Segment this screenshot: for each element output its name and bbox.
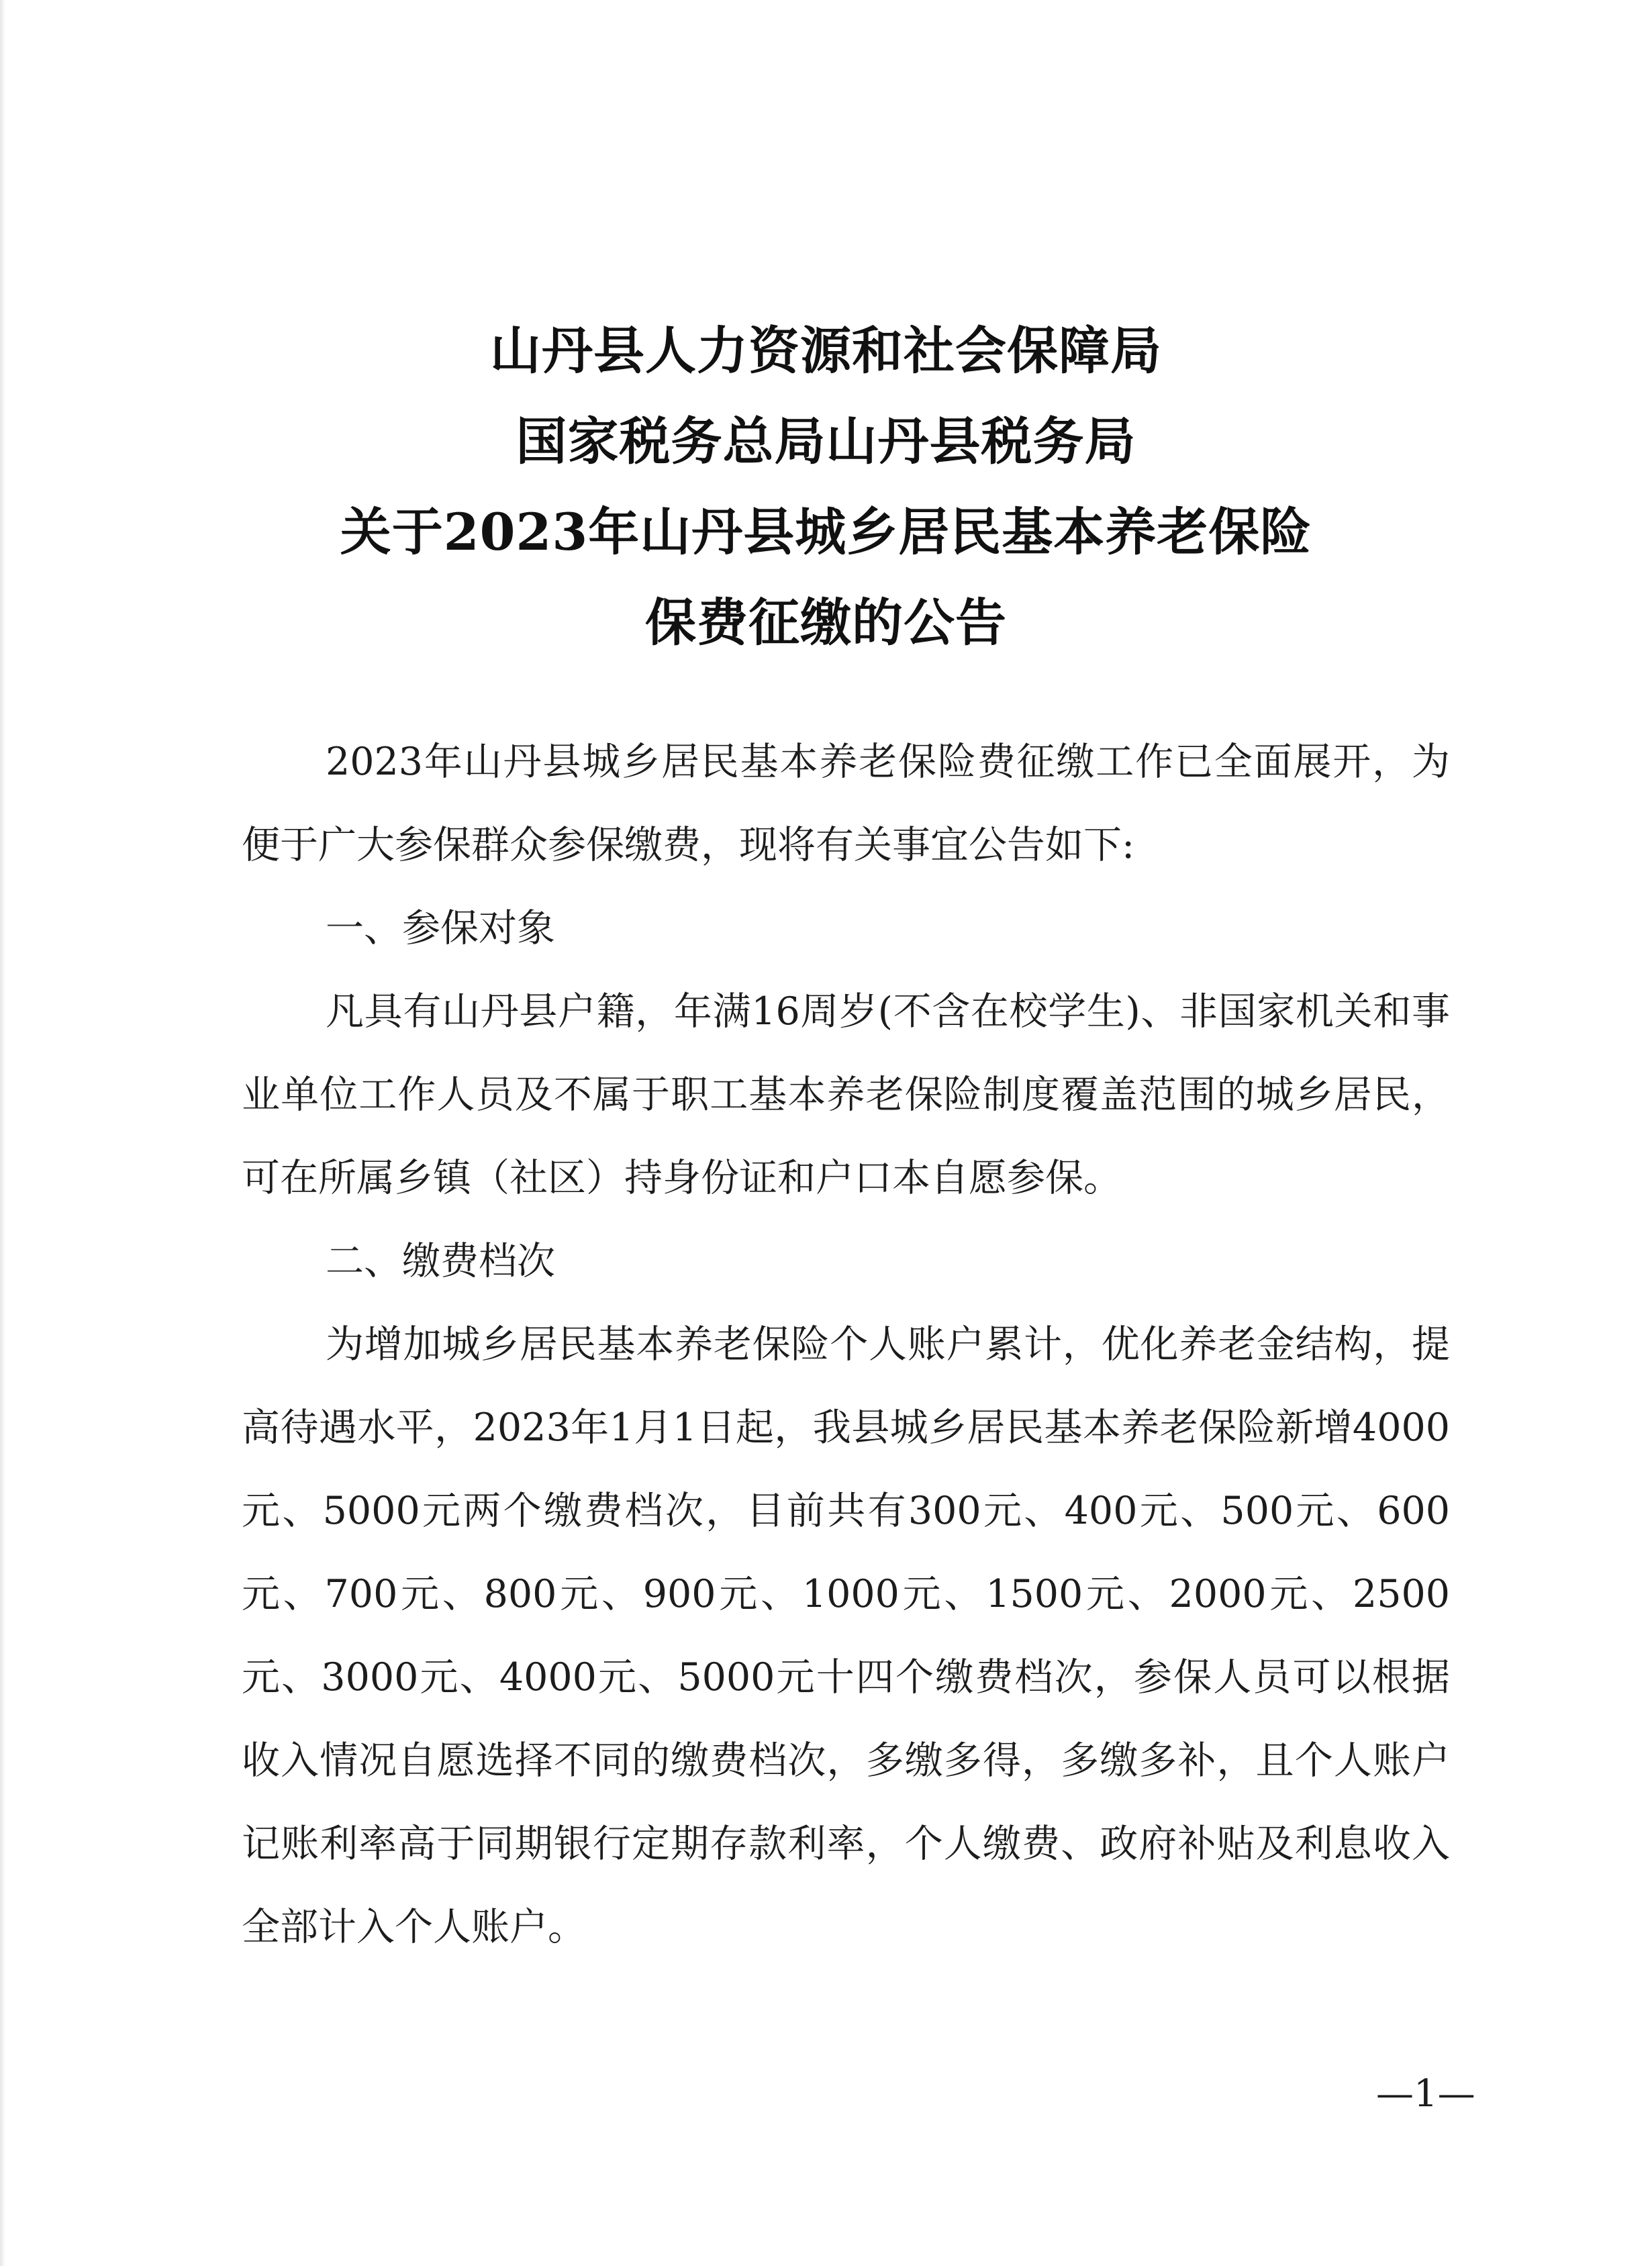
section-heading: 二、缴费档次 xyxy=(326,1239,555,1283)
section-paragraph: 凡具有山丹县户籍，年满16周岁(不含在校学生)、非国家机关和事业单位工作人员及不属于职工基本养老保险制度覆盖范围的城乡居民，可在所属乡镇（社区）持身份证和户口本自愿参保。 xyxy=(242,989,1450,1200)
page-number: —1— xyxy=(1376,2072,1475,2116)
title-line: 山丹县人力资源和社会保障局 xyxy=(490,321,1162,381)
document-body xyxy=(242,720,1450,1969)
document-title xyxy=(0,305,1652,668)
section-heading: 一、参保对象 xyxy=(326,906,555,950)
section-paragraph: 为增加城乡居民基本养老保险个人账户累计，优化养老金结构，提高待遇水平，2023年1月1日起，我县城乡居民基本养老保险新增4000元、5000元两个缴费档次，目前共有300元、400元、500元、600元、700元、800元、900元、1000元、1500元、2000元、2500元、3000元、4000元、5000元十四个缴费档次，参保人员可以根据收入情况自愿选择不同的缴费档次，多缴多得，多缴多补，且个人账户记账利率高于同期银行定期存款利率，个人缴费、政府补贴及利息收入全部计入个人账户。 xyxy=(242,1322,1450,1949)
intro-paragraph: 2023年山丹县城乡居民基本养老保险费征缴工作已全面展开，为便于广大参保群众参保缴费，现将有关事宜公告如下: xyxy=(242,740,1450,867)
title-line: 国家税务总局山丹县税务局 xyxy=(516,411,1136,471)
title-line: 关于2023年山丹县城乡居民基本养老保险 xyxy=(340,502,1312,562)
title-line: 保费征缴的公告 xyxy=(645,593,1007,652)
